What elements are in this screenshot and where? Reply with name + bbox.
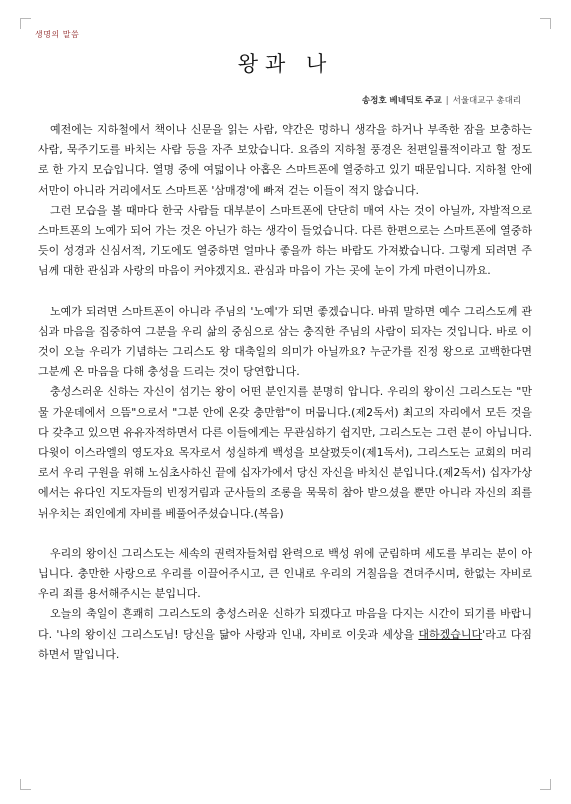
paragraph: 노예가 되려면 스마트폰이 아니라 주님의 '노예'가 되면 좋겠습니다. 바꿔 말하면 예수 그리스도께 관심과 마음을 집중하여 그분을 우리 삶의 중심으로 삼는 충직한 주님의 사람이 되자는 것입니다. 바로 이것이 오늘 우리가 기념하는 그리스도 왕 대축일의 의미가 아닐까요? 누군가를 진정 왕으로 고백한다면 그분께 온 마음을 다해 충성을 드리는 것이 당연합니다. — [38, 304, 532, 379]
paragraph-spacer — [38, 524, 532, 544]
paragraph-spacer — [38, 282, 532, 302]
page-title: 왕과 나 — [237, 52, 334, 76]
paragraph: 그런 모습을 볼 때마다 한국 사람들 대부분이 스마트폰에 단단히 매여 사는 것이 아닐까, 자발적으로 스마트폰의 노예가 되어 가는 것은 아닌가 하는 생각이 들었습니다. 다른 한편으로는 스마트폰에 열중하듯이 성경과 신심서적, 기도에도 열중하면 얼마나 좋을까 하는 바람도 가져봤습니다. 그렇게 되려면 주님께 대한 관심과 사랑의 마음이 커야겠지요. 관심과 마음이 가는 곳에 눈이 가게 마련이니까요. — [38, 203, 532, 278]
section-header-label: 생명의 말씀 — [35, 30, 80, 39]
page-corner-mark — [540, 18, 551, 29]
paragraph-text: '라고 다짐하면서 말입니다. — [38, 627, 532, 661]
paragraph: 우리의 왕이신 그리스도는 세속의 권력자들처럼 완력으로 백성 위에 군림하며 세도를 부리는 분이 아닙니다. 충만한 사랑으로 우리를 이끌어주시고, 큰 인내로 우리의 거칠음을 견뎌주시며, 한없는 자비로 우리 죄를 용서해주시는 분입니다. — [38, 546, 532, 601]
spellcheck-underlined-text: 대하겠습니다 — [418, 627, 483, 641]
page-corner-mark — [20, 779, 31, 790]
paragraph: 예전에는 지하철에서 책이나 신문을 읽는 사람, 약간은 멍하니 생각을 하거나 부족한 잠을 보충하는 사람, 묵주기도를 바치는 사람 등을 자주 보았습니다. 요즘의 지하철 풍경은 천편일률적이라고 할 정도로 한 가지 모습입니다. 열명 중에 여덟이나 아홉은 스마트폰에 열중하고 있기 때문입니다. 지하철 안에서만이 아니라 거리에서도 스마트폰 '삼매경'에 빠져 걷는 이들이 적지 않습니다. — [38, 123, 532, 197]
article-body — [38, 120, 532, 665]
byline-separator: | — [445, 96, 449, 106]
paragraph — [38, 604, 532, 665]
paragraph: 충성스러운 신하는 자신이 섬기는 왕이 어떤 분인지를 분명히 압니다. 우리의 왕이신 그리스도는 "만물 가운데에서 으뜸"으로서 "그분 안에 온갖 충만함"이 머뭅니다.(제2독서) 최고의 자리에서 모든 것을 다 갖추고 있으면 유유자적하면서 다른 이들에게는 무관심하기 쉽지만, 그리스도는 그런 분이 아닙니다. 다윗이 이스라엘의 영도자요 목자로서 성실하게 백성을 보살폈듯이(제1독서), 그리스도는 교회의 머리로서 우리 구원을 위해 노심초사하신 끝에 십자가에서 당신 자신을 바치신 분입니다.(제2독서) 십자가상에서는 유다인 지도자들의 빈정거림과 군사들의 조롱을 묵묵히 참아 받으셨을 뿐만 아니라 자신의 죄를 뉘우치는 죄인에게 자비를 베풀어주셨습니다.(복음) — [38, 385, 532, 520]
page-corner-mark — [540, 779, 551, 790]
author-byline — [362, 94, 521, 106]
author-affiliation: 서울대교구 총대리 — [452, 96, 521, 106]
author-name: 송정호 베네딕토 주교 — [361, 96, 442, 106]
page-corner-mark — [20, 18, 31, 29]
paragraph-text: 오늘의 축일이 흔쾌히 그리스도의 충성스러운 신하가 되겠다고 마음을 다지는 시간이 되기를 바랍니다. '나의 왕이신 그리스도님! 당신을 닮아 사랑과 인내, 자비로 이웃과 세상을 — [38, 607, 532, 641]
